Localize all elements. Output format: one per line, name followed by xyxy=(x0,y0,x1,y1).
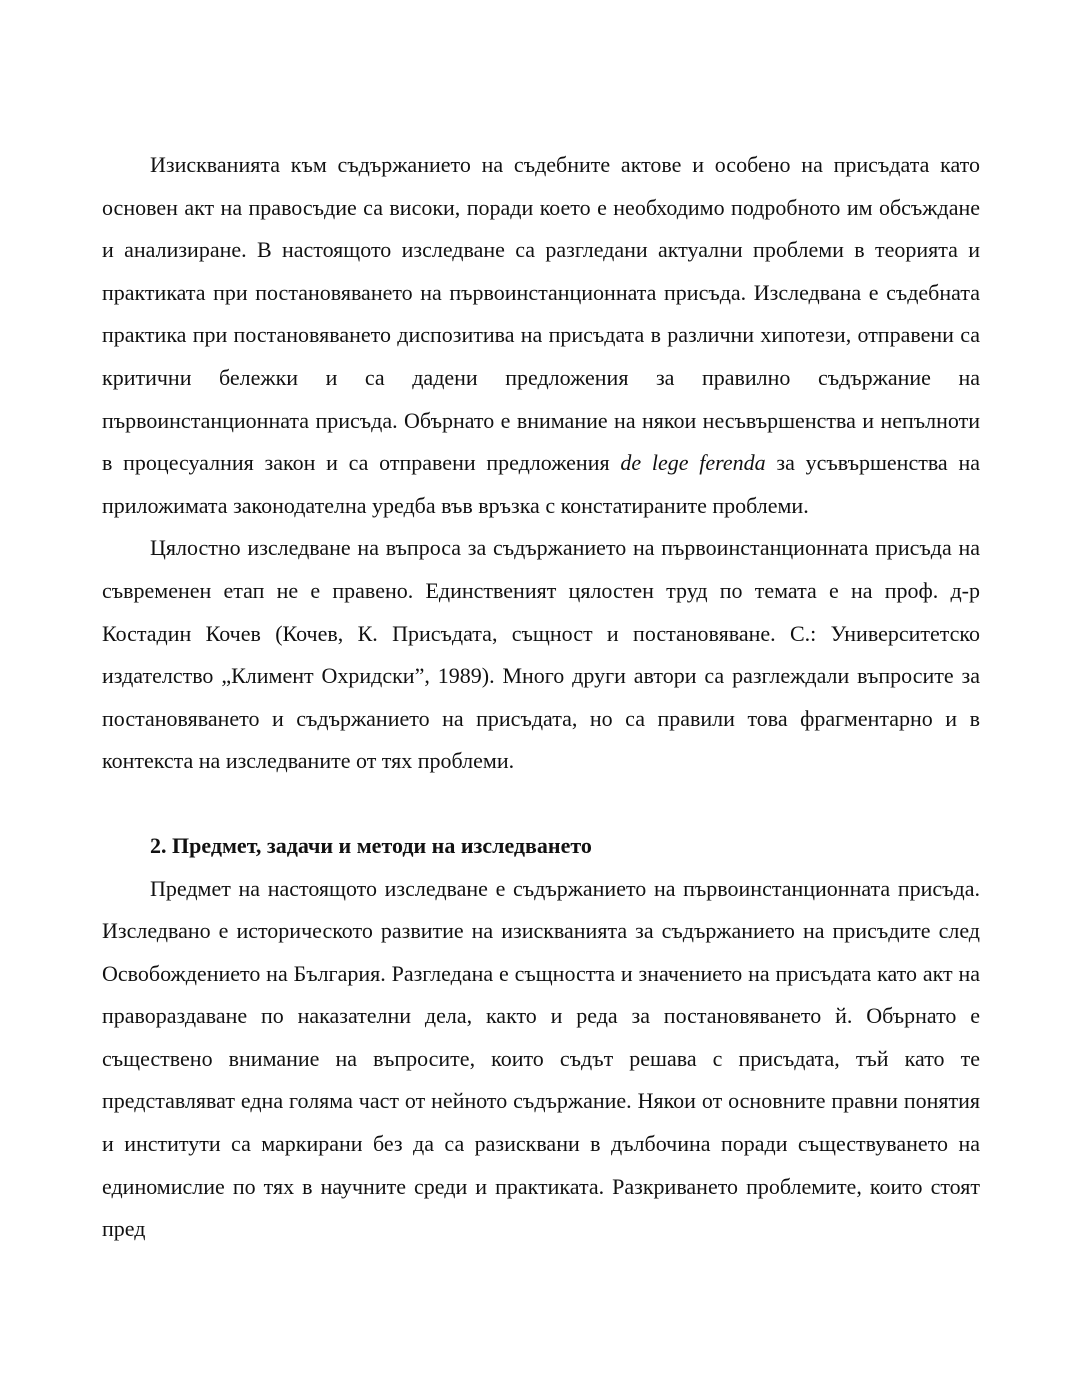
document-page xyxy=(102,144,980,1251)
paragraph-prior-research: Цялостно изследване на въпроса за съдържанието на първоинстанционната присъда на съвременен етап не е правено. Единственият цялостен труд по темата е на проф. д-р Костадин Кочев (Кочев, К. Присъдата, същност и постановяване. С.: Университетско издателство „Климент Охридски”, 1989). Много други автори са разглеждали въпросите за постановяването и съдържанието на присъдата, но са правили това фрагментарно и в контекста на изследваните от тях проблеми. xyxy=(102,535,980,774)
paragraph-requirements-text: Изискванията към съдържанието на съдебните актове и особено на присъдата като основен акт на правосъдие са високи, поради което е необходимо подробното им обсъждане и анализиране. В настоящото изследване са разгледани актуални проблеми в теорията и практиката при постановяването на първоинстанционната присъда. Изследвана е съдебната практика при постановяването диспозитива на присъдата в различни хипотези, отправени са критични бележки и са дадени предложения за правилно съдържание на първоинстанционната присъда. Обърнато е внимание на някои несъвършенства и непълноти в процесуалния закон и са отправени предложения xyxy=(102,152,980,476)
latin-term-de-lege-ferenda: de lege ferenda xyxy=(620,450,766,476)
paragraph-requirements-text-end: за усъвършенства на приложимата законодателна уредба във връзка с констатираните проблеми. xyxy=(102,450,980,518)
paragraph-requirements xyxy=(102,144,980,527)
section-heading: 2. Предмет, задачи и методи на изследването xyxy=(150,832,592,858)
paragraph-subject: Предмет на настоящото изследване е съдържанието на първоинстанционната присъда. Изследвано е историческото развитие на изискванията за съдържанието на присъдите след Освобождението на България. Разгледана е същността и значението на присъдата като акт на правораздаване по наказателни дела, както и реда за постановяването й. Обърнато е съществено внимание на въпросите, които съдът решава с присъдата, тъй като те представляват една голяма част от нейното съдържание. Някои от основните правни понятия и институти са маркирани без да са разисквани в дълбочина поради съществуването на единомислие по тях в научните среди и практиката. Разкриването проблемите, които стоят пред xyxy=(102,875,980,1242)
